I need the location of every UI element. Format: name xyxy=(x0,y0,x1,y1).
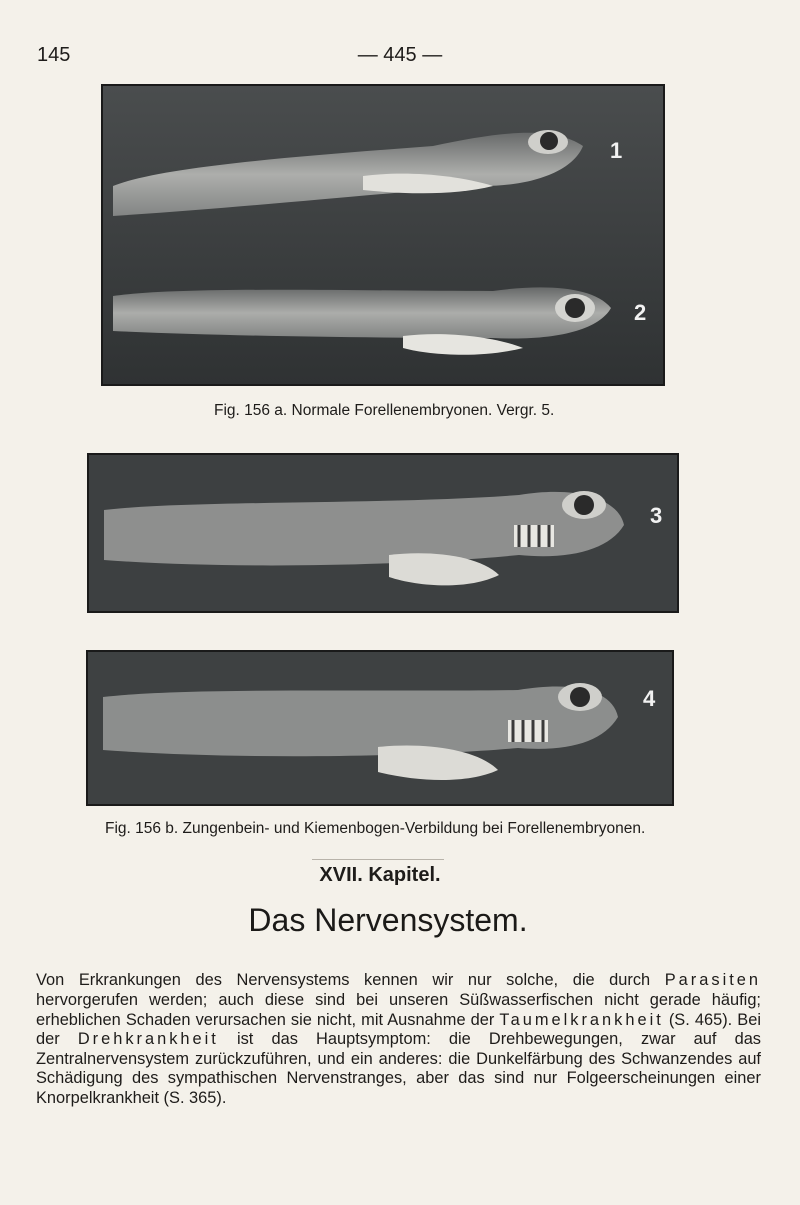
body-text-3: (S. 465). Bei der xyxy=(36,1010,762,1049)
figure-label-3: 3 xyxy=(650,503,663,528)
body-text-2: hervorgerufen werden; auch diese sind bei unseren Süßwasserfischen nicht gerade häufig; erheblichen Schaden verursachen sie nicht, mit Ausnahme der xyxy=(36,990,761,1029)
page-number: 145 xyxy=(37,44,71,66)
body-text-1: Von Erkrankungen des Nervensystems kennen wir nur solche, die durch xyxy=(36,971,665,990)
figure-label-1: 1 xyxy=(610,138,623,163)
figure-label-2: 2 xyxy=(634,300,647,325)
figure-156b-photo-4 xyxy=(86,650,674,806)
section-divider xyxy=(312,859,444,860)
figure-156b-photo-3 xyxy=(87,453,679,613)
term-taumelkrankheit: Taumelkrankheit xyxy=(499,1010,664,1029)
figure-156b-caption: Fig. 156 b. Zungenbein- und Kiemenbogen-Verbildung bei Forellenembryonen. xyxy=(105,820,646,837)
term-drehkrankheit: Drehkrankheit xyxy=(77,1030,219,1049)
body-text-4: ist das Hauptsymptom: die Drehbewegungen, zwar auf das Zentralnervensystem zurückzuführen, und ein anderes: die Dunkelfärbung des Schwanzendes auf Schädigung des sympathischen Nervenstranges, aber das sind nur Folgeerscheinungen einer Knorpelkrankheit (S. 365). xyxy=(36,1030,762,1107)
chapter-title: Das Nervensystem. xyxy=(248,902,528,938)
figure-156a-caption: Fig. 156 a. Normale Forellenembryonen. Vergr. 5. xyxy=(214,402,555,419)
chapter-label: XVII. Kapitel. xyxy=(319,864,441,886)
running-head: — 445 — xyxy=(357,44,443,66)
term-parasiten: Parasiten xyxy=(664,971,761,990)
figure-label-4: 4 xyxy=(643,686,656,711)
body-paragraph xyxy=(36,971,761,1108)
figure-156a-photo xyxy=(101,84,665,386)
